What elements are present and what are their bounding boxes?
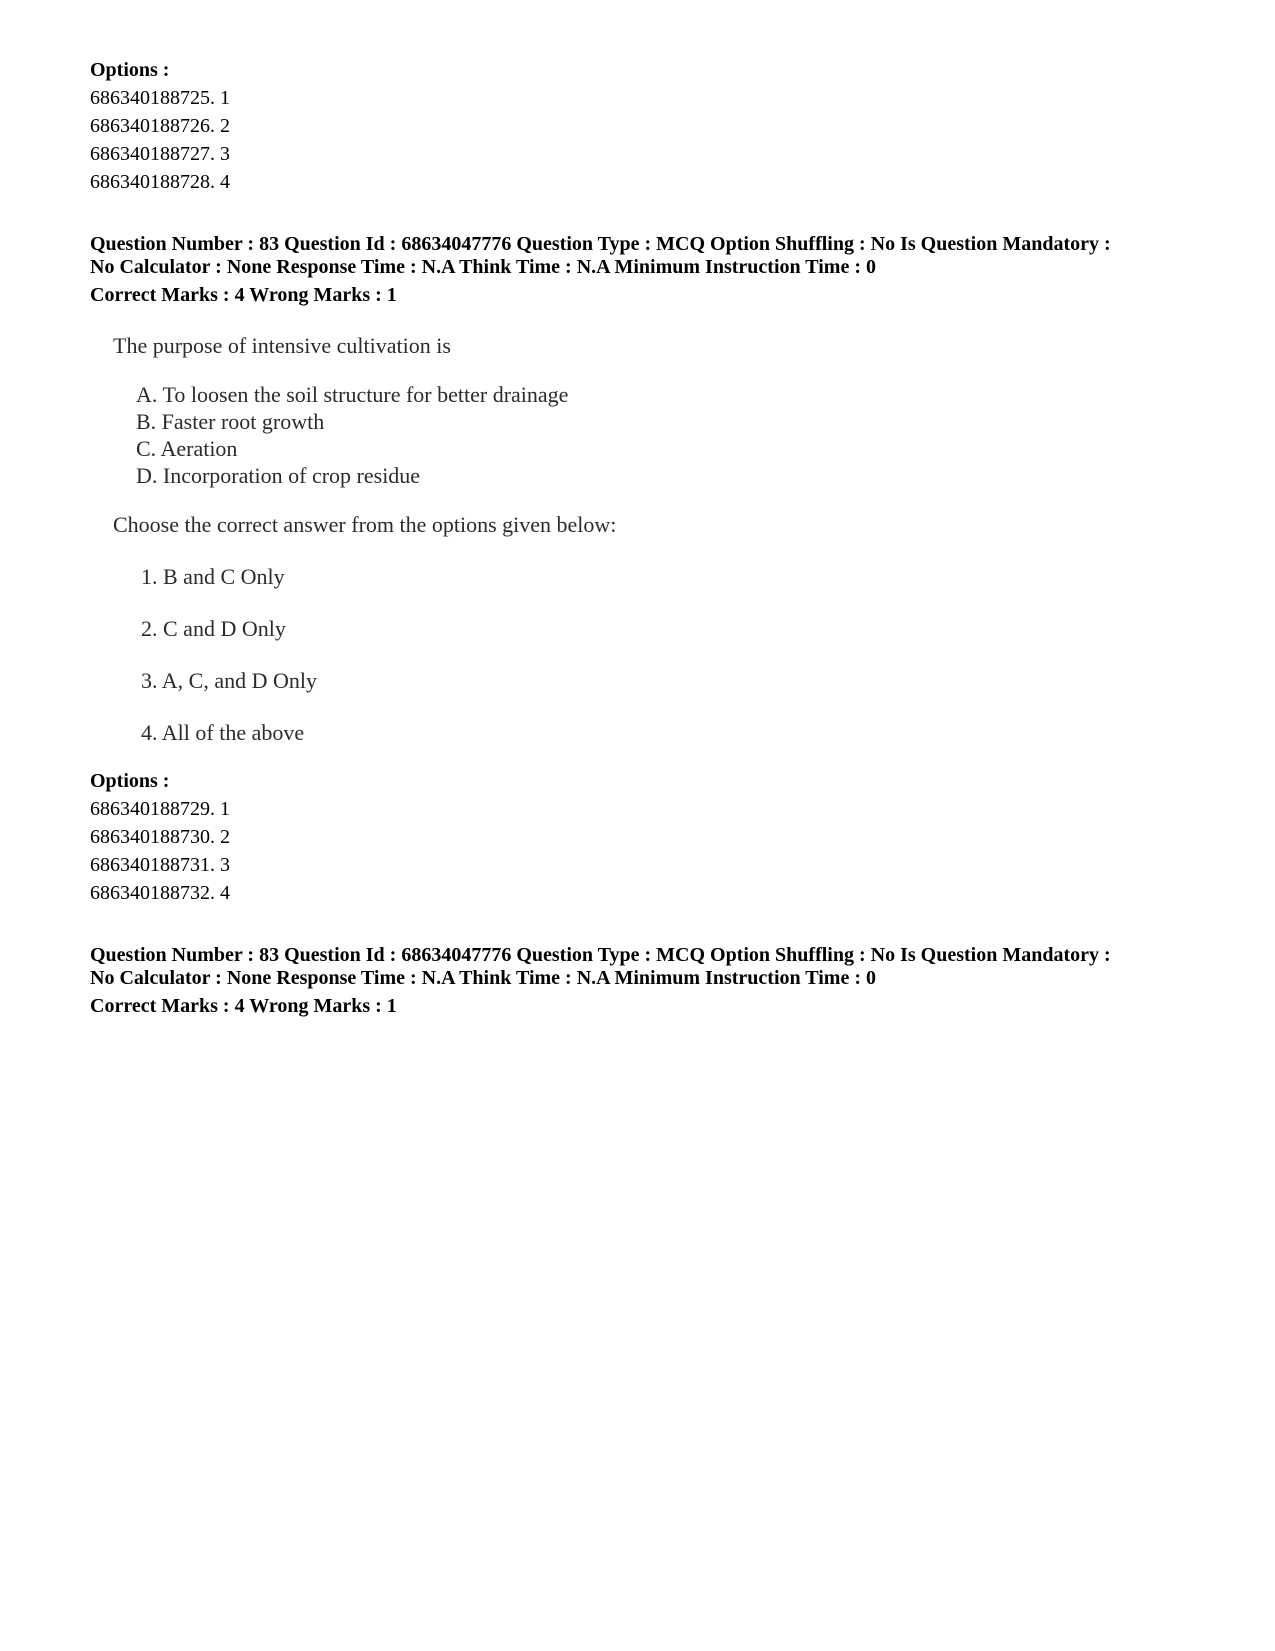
question-stem: The purpose of intensive cultivation is [113,333,451,358]
question-marks: Correct Marks : 4 Wrong Marks : 1 [90,995,397,1017]
option-row: 686340188728. 4 [90,171,230,193]
statement-b: B. Faster root growth [136,409,325,434]
question-header [90,233,1111,309]
options-block-previous [90,56,230,196]
next-question-header [90,944,1111,1020]
statement-d: D. Incorporation of crop residue [136,463,421,488]
question-meta-line1: Question Number : 83 Question Id : 68634047776 Question Type : MCQ Option Shuffling : No Is Question Mandatory : [90,233,1111,255]
statement-c: C. Aeration [136,436,238,461]
question-instruction: Choose the correct answer from the options given below: [113,512,617,537]
answer-choice-1: 1. B and C Only [141,564,285,589]
question-meta-line1: Question Number : 83 Question Id : 68634047776 Question Type : MCQ Option Shuffling : No Is Question Mandatory : [90,944,1111,966]
options-block-current [90,767,230,907]
option-row: 686340188725. 1 [90,87,230,109]
question-meta-line2: No Calculator : None Response Time : N.A Think Time : N.A Minimum Instruction Time : 0 [90,967,876,989]
options-label: Options : [90,770,170,792]
option-row: 686340188731. 3 [90,854,230,876]
statement-a: A. To loosen the soil structure for better drainage [136,382,569,407]
question-image [113,330,673,750]
answer-choice-3: 3. A, C, and D Only [141,668,317,693]
question-marks: Correct Marks : 4 Wrong Marks : 1 [90,284,397,306]
question-meta-line2: No Calculator : None Response Time : N.A Think Time : N.A Minimum Instruction Time : 0 [90,256,876,278]
option-row: 686340188732. 4 [90,882,230,904]
option-row: 686340188727. 3 [90,143,230,165]
options-label: Options : [90,59,170,81]
option-row: 686340188726. 2 [90,115,230,137]
answer-choice-4: 4. All of the above [141,720,305,745]
option-row: 686340188729. 1 [90,798,230,820]
option-row: 686340188730. 2 [90,826,230,848]
answer-choice-2: 2. C and D Only [141,616,286,641]
